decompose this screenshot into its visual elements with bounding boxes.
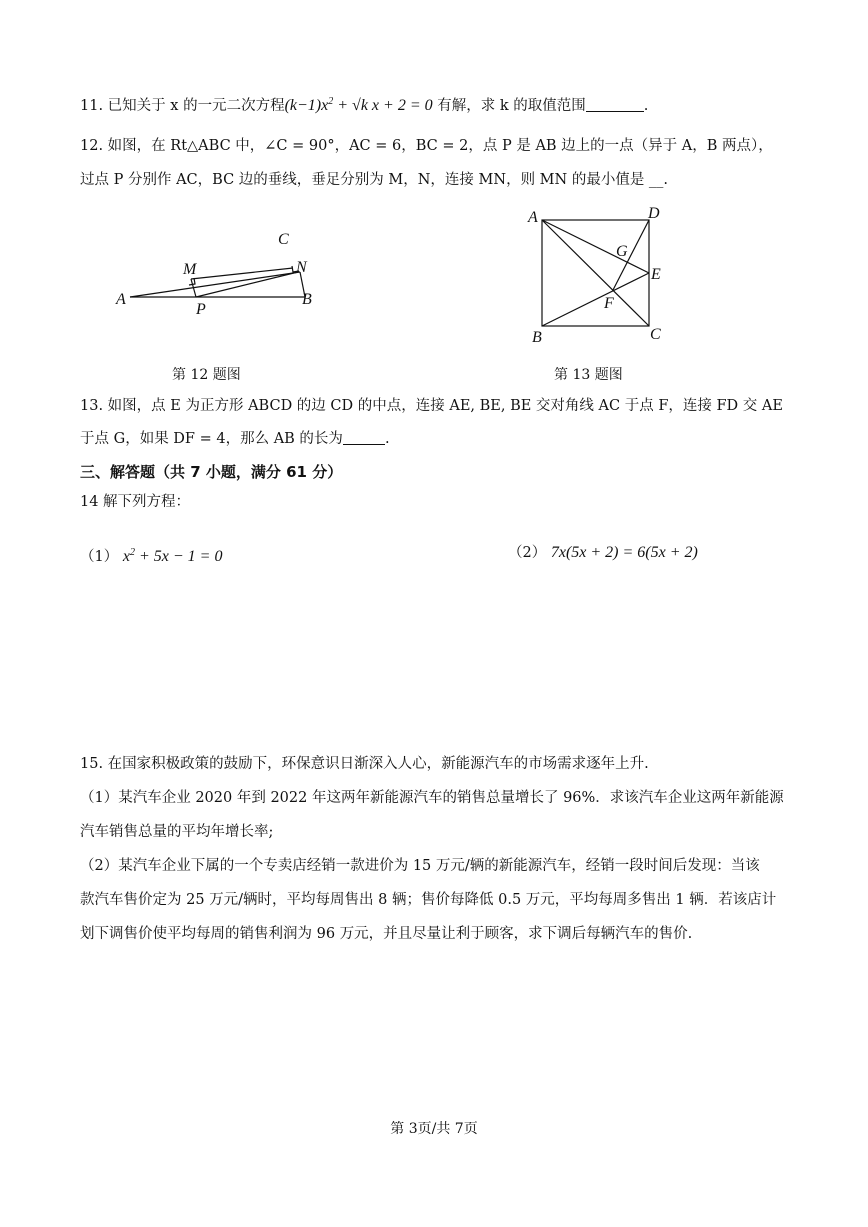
fig13-label-G: G — [616, 243, 628, 260]
question-15-line1: 15. 在国家积极政策的鼓励下，环保意识日渐深入人心，新能源汽车的市场需求逐年上升. — [80, 756, 649, 772]
question-15-line5: 款汽车售价定为 25 万元/辆时，平均每周售出 8 辆；售价每降低 0.5 万元，平均每周多售出 1 辆．若该店计 — [80, 892, 777, 908]
q11-exponent: 2 — [328, 96, 334, 107]
q11-equation-part1: (k−1)x — [284, 97, 329, 114]
q13-line2-end: . — [384, 431, 390, 447]
fig13-label-C: C — [650, 326, 661, 343]
question-13-line2 — [80, 429, 390, 449]
fig13-label-D: D — [648, 205, 660, 222]
q14-part2-label: （2） — [508, 545, 547, 561]
fig13-label-A: A — [528, 209, 538, 226]
question-13-line1: 13. 如图，点 E 为正方形 ABCD 的边 CD 的中点，连接 AE, BE, BE 交对角线 AC 于点 F，连接 FD 交 AE — [80, 398, 783, 414]
question-15-line4: （2）某汽车企业下属的一个专卖店经销一款进价为 15 万元/辆的新能源汽车，经销一段时间后发现：当该 — [80, 858, 760, 874]
figure-13-caption: 第 13 题图 — [554, 367, 623, 383]
question-14-part1 — [80, 543, 222, 567]
q11-end: . — [643, 98, 649, 114]
q14-part1-eq-b: + 5x − 1 = 0 — [134, 548, 223, 565]
fig12-label-C: C — [278, 231, 289, 248]
figure-12 — [110, 222, 340, 322]
fig12-label-B: B — [302, 291, 312, 308]
question-11 — [80, 92, 648, 116]
q13-answer-blank — [343, 430, 385, 445]
q14-part1-exp: 2 — [129, 547, 135, 558]
figure-13 — [522, 200, 672, 350]
page-footer: 第 3页/共 7页 — [390, 1121, 478, 1137]
q11-suffix: 有解，求 k 的取值范围 — [432, 98, 586, 114]
q13-line2-text: 于点 G，如果 DF = 4，那么 AB 的长为 — [80, 431, 343, 447]
q11-answer-blank — [586, 97, 644, 112]
figure-12-caption: 第 12 题图 — [172, 367, 241, 383]
q14-part2-eq: 7x(5x + 2) = 6(5x + 2) — [550, 544, 698, 561]
fig13-label-B: B — [532, 329, 542, 346]
fig12-label-A: A — [116, 291, 126, 308]
q14-part1-eq-a: x — [122, 548, 130, 565]
question-15-line2: （1）某汽车企业 2020 年到 2022 年这两年新能源汽车的销售总量增长了 96%．求该汽车企业这两年新能源 — [80, 790, 784, 806]
q14-part1-label: （1） — [80, 549, 119, 565]
q11-prefix: 11. 已知关于 x 的一元二次方程 — [80, 98, 285, 114]
question-12-line1: 12. 如图，在 Rt△ABC 中，∠C = 90°，AC = 6，BC = 2，点 P 是 AB 边上的一点（异于 A，B 两点）， — [80, 138, 773, 154]
fig12-label-M: M — [183, 261, 197, 278]
question-15-line6: 划下调售价使平均每周的销售利润为 96 万元，并且尽量让利于顾客，求下调后每辆汽车的售价. — [80, 926, 693, 942]
question-14-title: 14 解下列方程： — [80, 494, 191, 510]
question-14-part2 — [508, 543, 698, 563]
question-15-line3: 汽车销售总量的平均年增长率; — [80, 824, 274, 840]
fig13-label-F: F — [604, 295, 614, 312]
section-3-heading: 三、解答题（共 7 小题，满分 61 分） — [80, 463, 343, 481]
question-12-line2: 过点 P 分别作 AC，BC 边的垂线，垂足分别为 M，N，连接 MN，则 MN 的最小值是 __. — [80, 172, 669, 188]
q11-equation-part2: + √k x + 2 = 0 — [333, 97, 433, 114]
fig12-label-P: P — [196, 301, 206, 318]
fig13-label-E: E — [651, 266, 661, 283]
fig12-label-N: N — [296, 259, 307, 276]
